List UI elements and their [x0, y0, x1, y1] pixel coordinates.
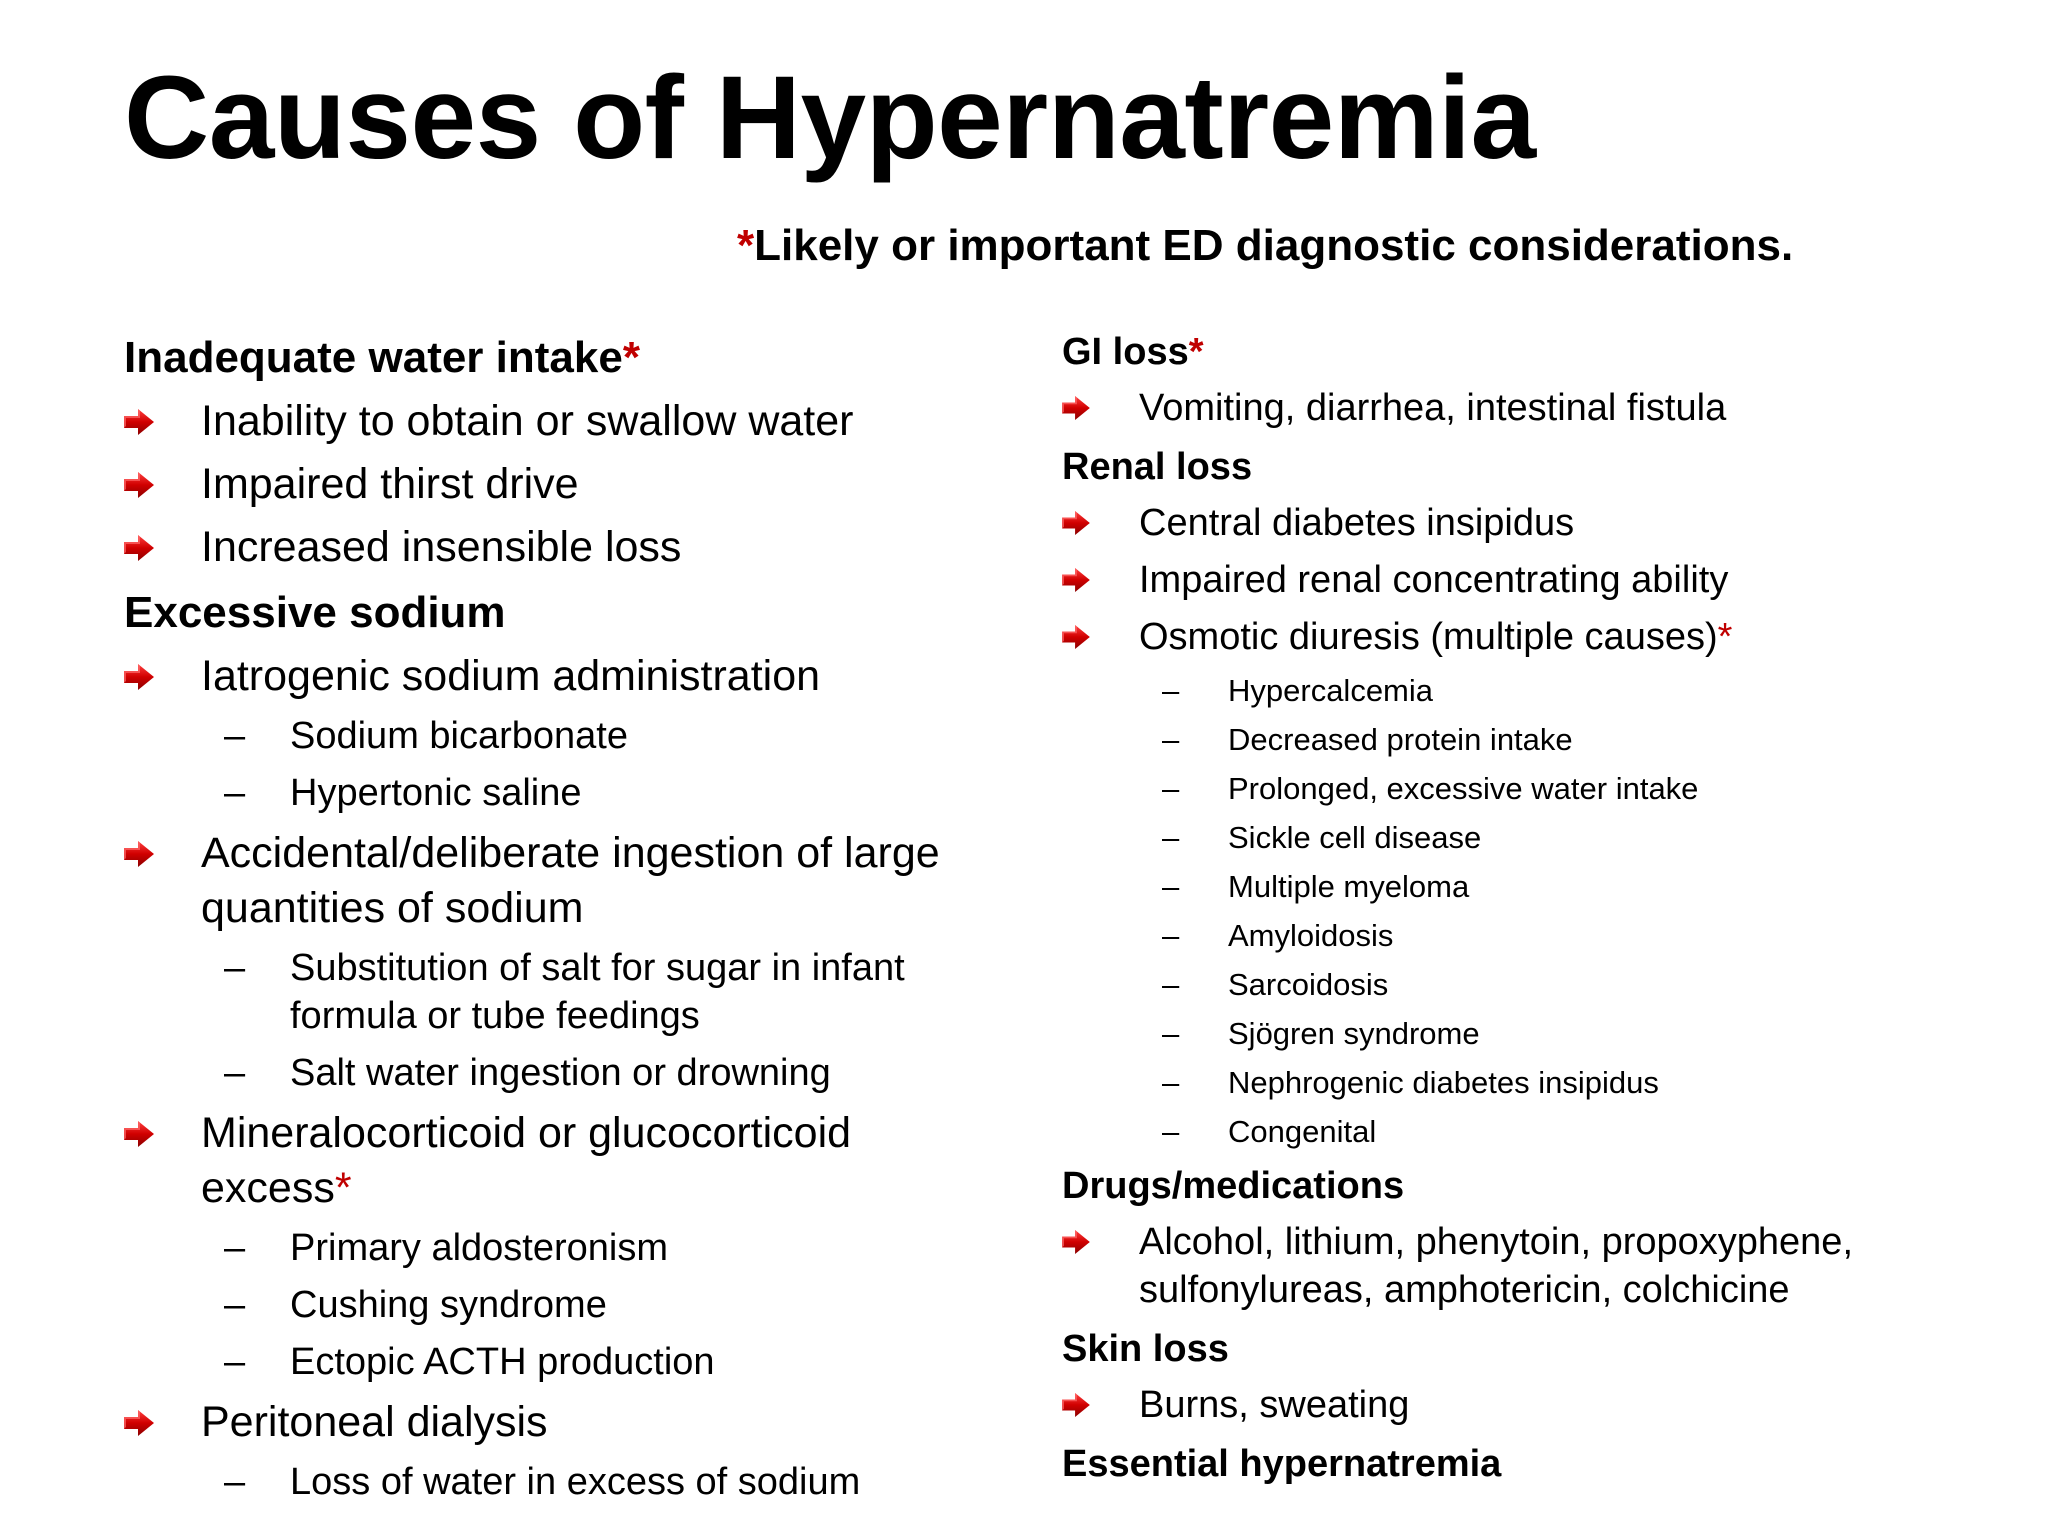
sub-list-item: – Primary aldosteronism: [124, 1224, 1004, 1272]
sub-list-item: – Prolonged, excessive water intake: [1062, 768, 2002, 810]
sub-list-item: – Sjögren syndrome: [1062, 1013, 2002, 1055]
section-heading-excessive-sodium: Excessive sodium: [124, 588, 506, 637]
dash-icon: –: [1162, 1065, 1180, 1100]
left-column: [124, 322, 1004, 1515]
dash-icon: –: [224, 1052, 246, 1094]
dash-icon: –: [1162, 673, 1180, 708]
red-arrow-icon: [1062, 511, 1090, 535]
red-arrow-icon: [124, 1121, 154, 1147]
dash-icon: –: [1162, 869, 1180, 904]
dash-icon: –: [1162, 722, 1180, 757]
asterisk-marker: *: [1717, 616, 1733, 658]
sub-list-item: – Ectopic ACTH production: [124, 1338, 1004, 1386]
list-item: Vomiting, diarrhea, intestinal fistula: [1062, 384, 2002, 432]
red-arrow-icon: [1062, 1230, 1090, 1254]
dash-icon: –: [1162, 1114, 1180, 1149]
list-item: Osmotic diuresis (multiple causes)*: [1062, 613, 2002, 661]
dash-icon: –: [1162, 1016, 1180, 1051]
sub-list-item: – Sickle cell disease: [1062, 817, 2002, 859]
sub-list-item: – Congenital: [1062, 1111, 2002, 1153]
dash-icon: –: [224, 772, 246, 814]
dash-icon: –: [224, 1284, 246, 1326]
dash-icon: –: [224, 1341, 246, 1383]
asterisk-marker: *: [1188, 331, 1204, 373]
list-item: Peritoneal dialysis: [124, 1395, 1004, 1450]
list-item: Iatrogenic sodium administration: [124, 649, 1004, 704]
asterisk-marker: *: [334, 1164, 352, 1212]
asterisk-marker: *: [622, 333, 640, 382]
legend-note-text: Likely or important ED diagnostic considerations.: [754, 221, 1794, 270]
dash-icon: –: [1162, 771, 1180, 806]
sub-list-item: – Sarcoidosis: [1062, 964, 2002, 1006]
sub-list-item: – Hypercalcemia: [1062, 670, 2002, 712]
asterisk-marker: *: [737, 221, 755, 270]
red-arrow-icon: [124, 535, 154, 561]
list-item: Impaired thirst drive: [124, 457, 1004, 512]
section-heading-essential: Essential hypernatremia: [1062, 1443, 1502, 1485]
right-column: [1062, 322, 2002, 1496]
dash-icon: –: [224, 947, 246, 989]
section-heading-skin-loss: Skin loss: [1062, 1328, 1229, 1370]
red-arrow-icon: [124, 841, 154, 867]
list-item: Impaired renal concentrating ability: [1062, 556, 2002, 604]
section-heading-gi-loss: GI loss*: [1062, 331, 1204, 373]
sub-list-item: – Decreased protein intake: [1062, 719, 2002, 761]
red-arrow-icon: [124, 409, 154, 435]
section-heading-renal-loss: Renal loss: [1062, 446, 1253, 488]
dash-icon: –: [224, 1461, 246, 1503]
dash-icon: –: [224, 1227, 246, 1269]
red-arrow-icon: [124, 472, 154, 498]
red-arrow-icon: [1062, 625, 1090, 649]
red-arrow-icon: [1062, 396, 1090, 420]
dash-icon: –: [224, 715, 246, 757]
sub-list-item: – Sodium bicarbonate: [124, 712, 1004, 760]
sub-list-item: – Nephrogenic diabetes insipidus: [1062, 1062, 2002, 1104]
list-item: Burns, sweating: [1062, 1381, 2002, 1429]
sub-list-item: – Loss of water in excess of sodium: [124, 1458, 1004, 1506]
list-item: Accidental/deliberate ingestion of large quantities of sodium: [124, 826, 1004, 936]
section-heading-inadequate-water: Inadequate water intake*: [124, 333, 640, 382]
red-arrow-icon: [124, 664, 154, 690]
sub-list-item: – Substitution of salt for sugar in infant formula or tube feedings: [124, 944, 1004, 1040]
dash-icon: –: [1162, 820, 1180, 855]
red-arrow-icon: [124, 1410, 154, 1436]
sub-list-item: – Multiple myeloma: [1062, 866, 2002, 908]
list-item: Increased insensible loss: [124, 520, 1004, 575]
sub-list-item: – Cushing syndrome: [124, 1281, 1004, 1329]
dash-icon: –: [1162, 918, 1180, 953]
list-item: Alcohol, lithium, phenytoin, propoxyphene, sulfonylureas, amphotericin, colchicine: [1062, 1218, 2002, 1314]
list-item: Inability to obtain or swallow water: [124, 394, 1004, 449]
page-title: Causes of Hypernatremia: [124, 52, 1536, 184]
sub-list-item: – Amyloidosis: [1062, 915, 2002, 957]
sub-list-item: – Hypertonic saline: [124, 769, 1004, 817]
section-heading-drugs: Drugs/medications: [1062, 1165, 1405, 1207]
sub-list-item: – Salt water ingestion or drowning: [124, 1049, 1004, 1097]
list-item: Mineralocorticoid or glucocorticoid excess*: [124, 1106, 1004, 1216]
list-item: Central diabetes insipidus: [1062, 499, 2002, 547]
legend-note: [737, 220, 1793, 273]
dash-icon: –: [1162, 967, 1180, 1002]
red-arrow-icon: [1062, 1393, 1090, 1417]
red-arrow-icon: [1062, 568, 1090, 592]
